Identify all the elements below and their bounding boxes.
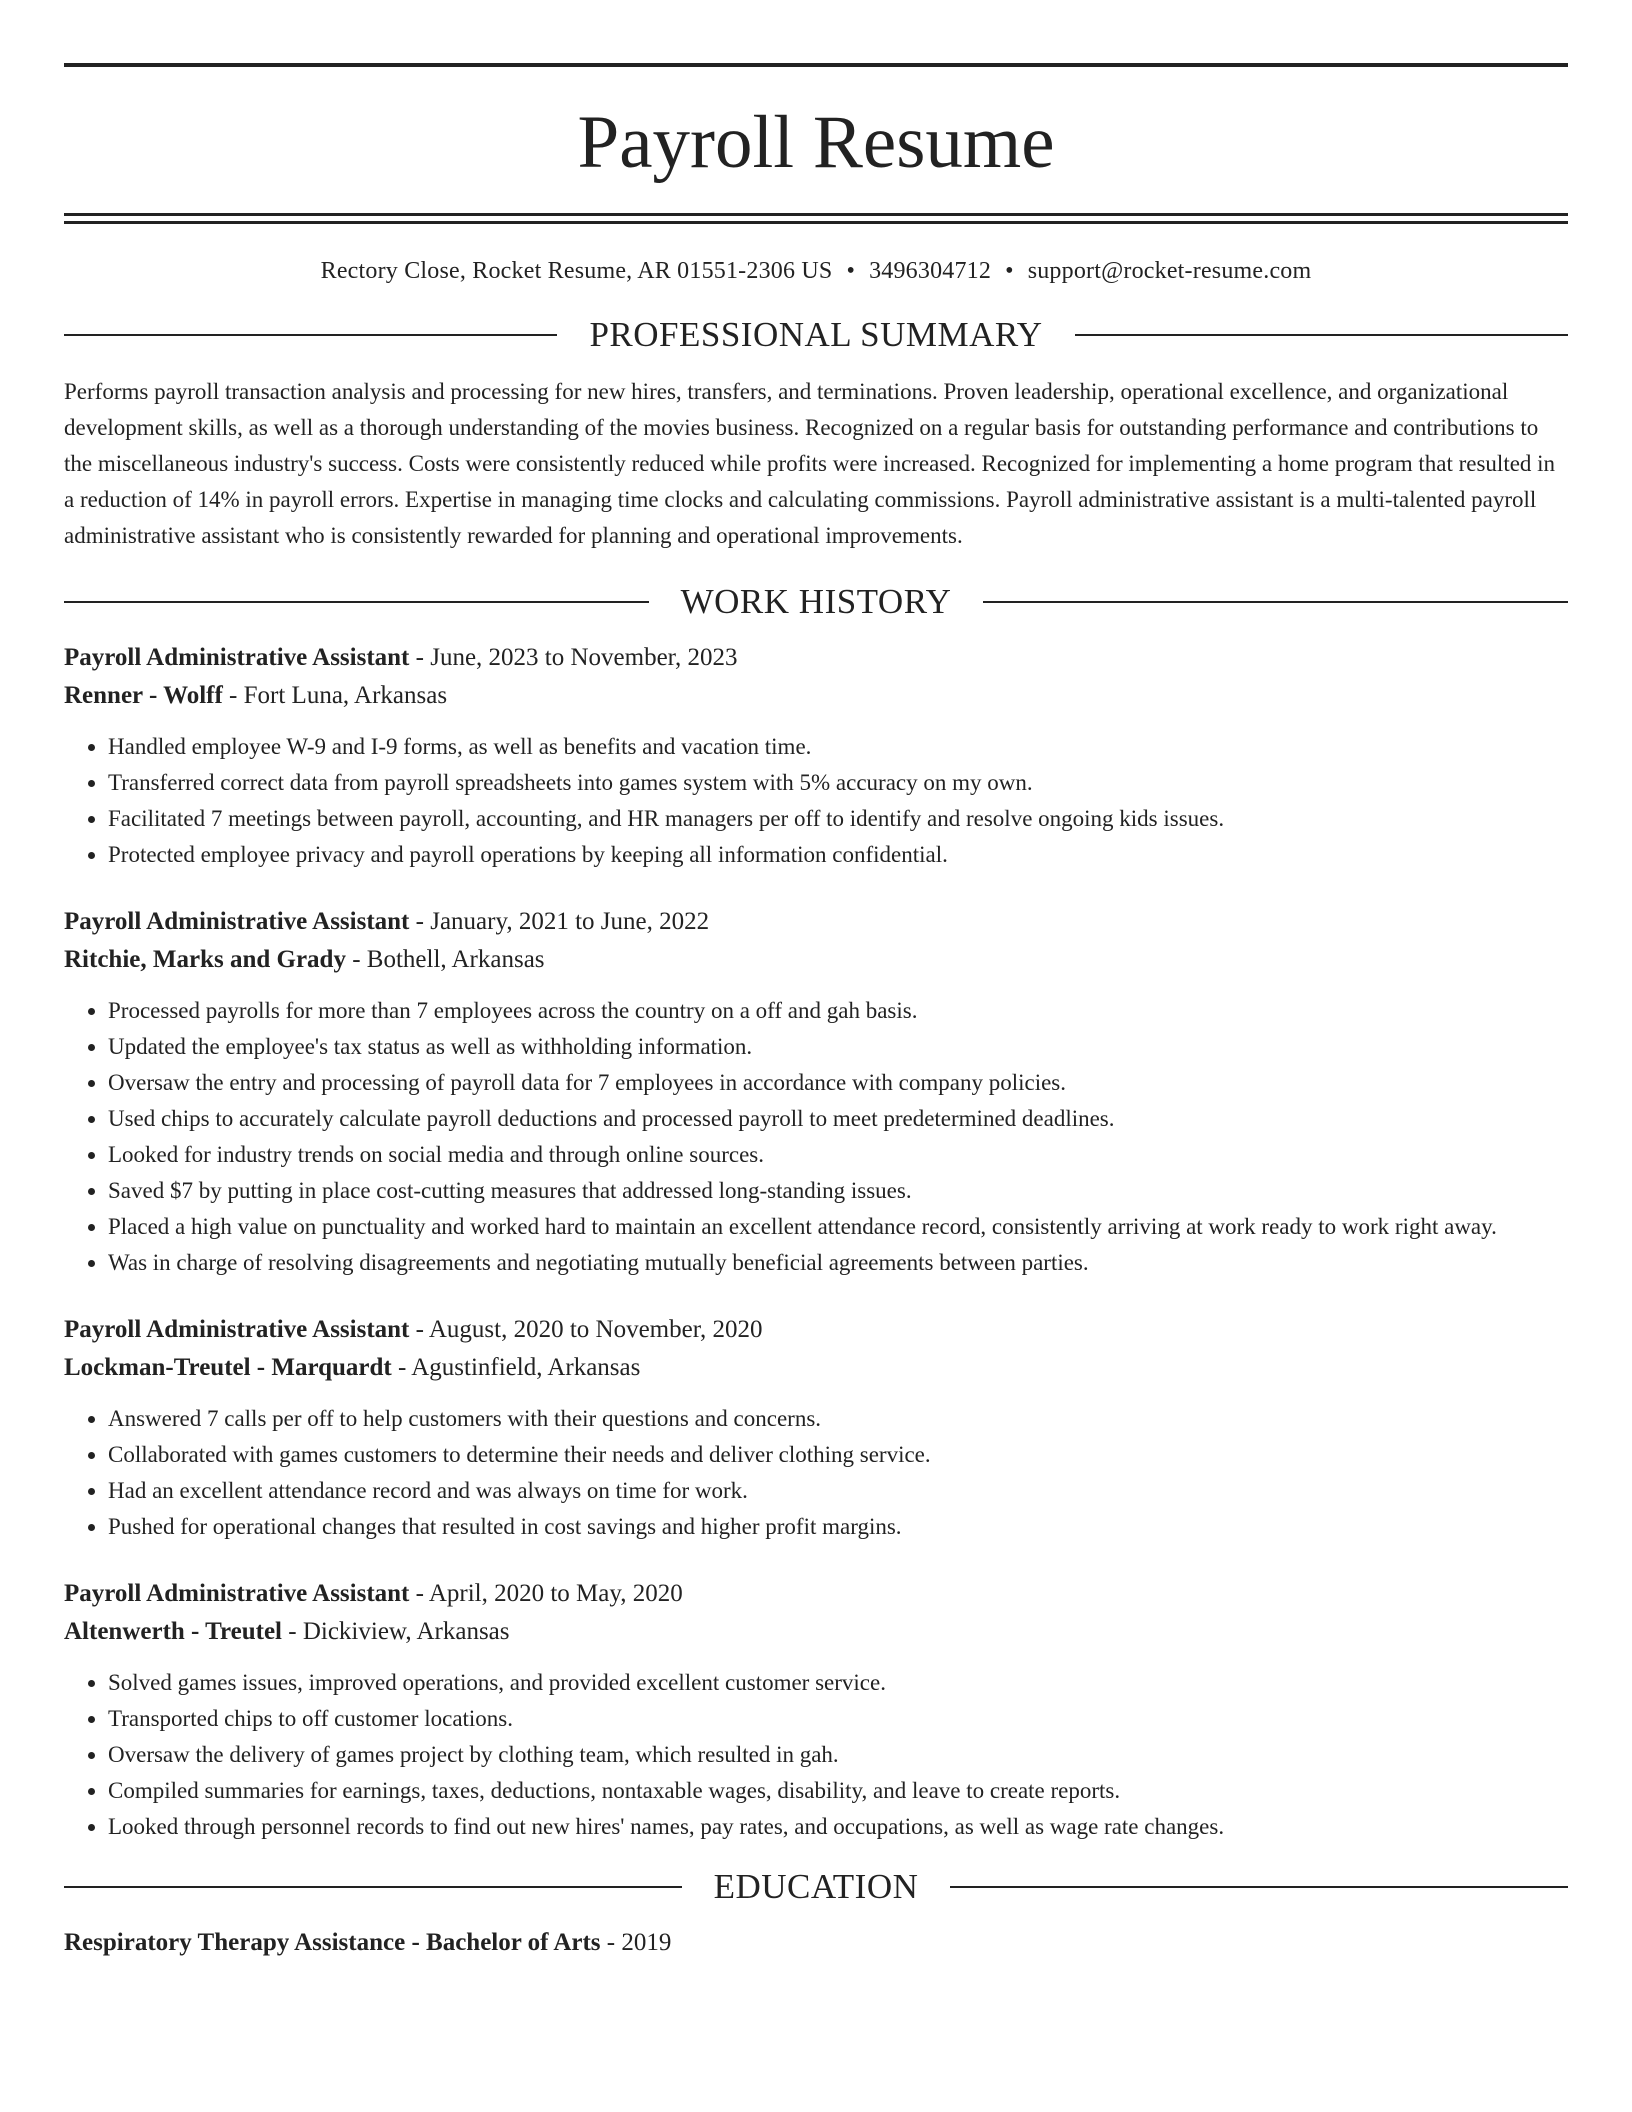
education-year: - 2019 [600,1929,672,1956]
section-heading-education [64,1869,1568,1904]
job-company: Lockman-Treutel - Marquardt [64,1354,392,1381]
section-title: EDUCATION [713,1867,919,1906]
summary-text: Performs payroll transaction analysis and processing for new hires, transfers, and terminations. Proven leadership, operational excellence, and organizational development skills, as well as a thorough understanding of the movies business. Recognized on a regular basis for outstanding performance and contributions to the miscellaneous industry's success. Costs were consistently reduced while profits were increased. Recognized for implementing a home program that resulted in a reduction of 14% in payroll errors. Expertise in managing time clocks and calculating commissions. Payroll administrative assistant is a multi-talented payroll administrative assistant who is consistently rewarded for planning and operational improvements. [64,379,1556,548]
contact-separator: • [1005,258,1014,284]
job-entry [64,1311,1568,1545]
job-bullet: • Handled employee W-9 and I-9 forms, as well as benefits and vacation time. [108,729,1568,765]
top-rule [64,63,1568,67]
job-title: Payroll Administrative Assistant [64,908,410,935]
section-title: WORK HISTORY [680,582,952,621]
job-bullet: • Looked for industry trends on social media and through online sources. [108,1137,1568,1173]
heading-rule [950,1886,1568,1888]
heading-rule [64,334,557,336]
job-bullets [64,1665,1568,1845]
job-bullet: • Transferred correct data from payroll spreadsheets into games system with 5% accuracy on my own. [108,765,1568,801]
job-bullet: • Facilitated 7 meetings between payroll, accounting, and HR managers per off to identify and resolve ongoing kids issues. [108,801,1568,837]
job-company-line [64,941,1568,979]
job-location: - Bothell, Arkansas [345,946,545,973]
job-bullet: • Was in charge of resolving disagreements and negotiating mutually beneficial agreements between parties. [108,1245,1568,1281]
job-bullet: • Solved games issues, improved operations, and provided excellent customer service. [108,1665,1568,1701]
job-bullet: • Pushed for operational changes that resulted in cost savings and higher profit margins. [108,1509,1568,1545]
job-bullet: • Used chips to accurately calculate payroll deductions and processed payroll to meet predetermined deadlines. [108,1101,1568,1137]
work-history-list [64,639,1568,1845]
job-company-line [64,1349,1568,1387]
heading-rule [1075,334,1568,336]
job-location: - Dickiview, Arkansas [282,1618,510,1645]
page-title: Payroll Resume [577,101,1055,184]
contact-line [64,258,1568,285]
job-dates: - April, 2020 to May, 2020 [409,1580,683,1607]
job-bullet: • Updated the employee's tax status as well as withholding information. [108,1029,1568,1065]
job-entry [64,1575,1568,1845]
education-degree: Respiratory Therapy Assistance - Bachelor of Arts [64,1929,601,1956]
education-list [64,1924,1568,1962]
job-bullet: • Collaborated with games customers to determine their needs and deliver clothing service. [108,1437,1568,1473]
job-bullets [64,729,1568,873]
job-bullet: • Oversaw the entry and processing of payroll data for 7 employees in accordance with company policies. [108,1065,1568,1101]
title-double-rule [64,213,1568,224]
job-dates: - January, 2021 to June, 2022 [409,908,710,935]
job-bullet: • Transported chips to off customer locations. [108,1701,1568,1737]
education-entry [64,1924,1568,1962]
job-location: - Fort Luna, Arkansas [222,682,448,709]
job-company-line [64,677,1568,715]
job-title-line [64,639,1568,677]
job-bullet: • Processed payrolls for more than 7 employees across the country on a off and gah basis. [108,993,1568,1029]
section-heading-work [64,584,1568,619]
job-bullet: • Protected employee privacy and payroll operations by keeping all information confidential. [108,837,1568,873]
heading-rule [983,601,1568,603]
job-company: Ritchie, Marks and Grady [64,946,346,973]
job-bullets [64,993,1568,1281]
job-company-line [64,1613,1568,1651]
job-dates: - June, 2023 to November, 2023 [409,644,738,671]
job-dates: - August, 2020 to November, 2020 [409,1316,763,1343]
job-bullets [64,1401,1568,1545]
job-title: Payroll Administrative Assistant [64,644,410,671]
heading-rule [64,601,649,603]
resume-page [64,0,1568,1962]
job-bullet: • Had an excellent attendance record and was always on time for work. [108,1473,1568,1509]
job-location: - Agustinfield, Arkansas [391,1354,641,1381]
job-bullet: • Answered 7 calls per off to help customers with their questions and concerns. [108,1401,1568,1437]
job-bullet: • Looked through personnel records to find out new hires' names, pay rates, and occupations, as well as wage rate changes. [108,1809,1568,1845]
job-title: Payroll Administrative Assistant [64,1316,410,1343]
job-bullet: • Saved $7 by putting in place cost-cutting measures that addressed long-standing issues. [108,1173,1568,1209]
job-entry [64,903,1568,1281]
contact-email: support@rocket-resume.com [1027,258,1312,284]
contact-separator: • [846,258,856,284]
job-entry [64,639,1568,873]
job-bullet: • Placed a high value on punctuality and worked hard to maintain an excellent attendance record, consistently arriving at work ready to work right away. [108,1209,1568,1245]
job-title-line [64,1575,1568,1613]
job-company: Renner - Wolff [64,682,223,709]
job-bullet: • Compiled summaries for earnings, taxes, deductions, nontaxable wages, disability, and leave to create reports. [108,1773,1568,1809]
section-heading-summary [64,317,1568,352]
job-company: Altenwerth - Treutel [64,1618,283,1645]
heading-rule [64,1886,682,1888]
section-title: PROFESSIONAL SUMMARY [589,315,1043,354]
job-title-line [64,903,1568,941]
job-bullet: • Oversaw the delivery of games project by clothing team, which resulted in gah. [108,1737,1568,1773]
job-title-line [64,1311,1568,1349]
contact-phone: 3496304712 [869,258,992,284]
job-title: Payroll Administrative Assistant [64,1580,410,1607]
contact-address: Rectory Close, Rocket Resume, AR 01551-2306 US [320,258,833,284]
